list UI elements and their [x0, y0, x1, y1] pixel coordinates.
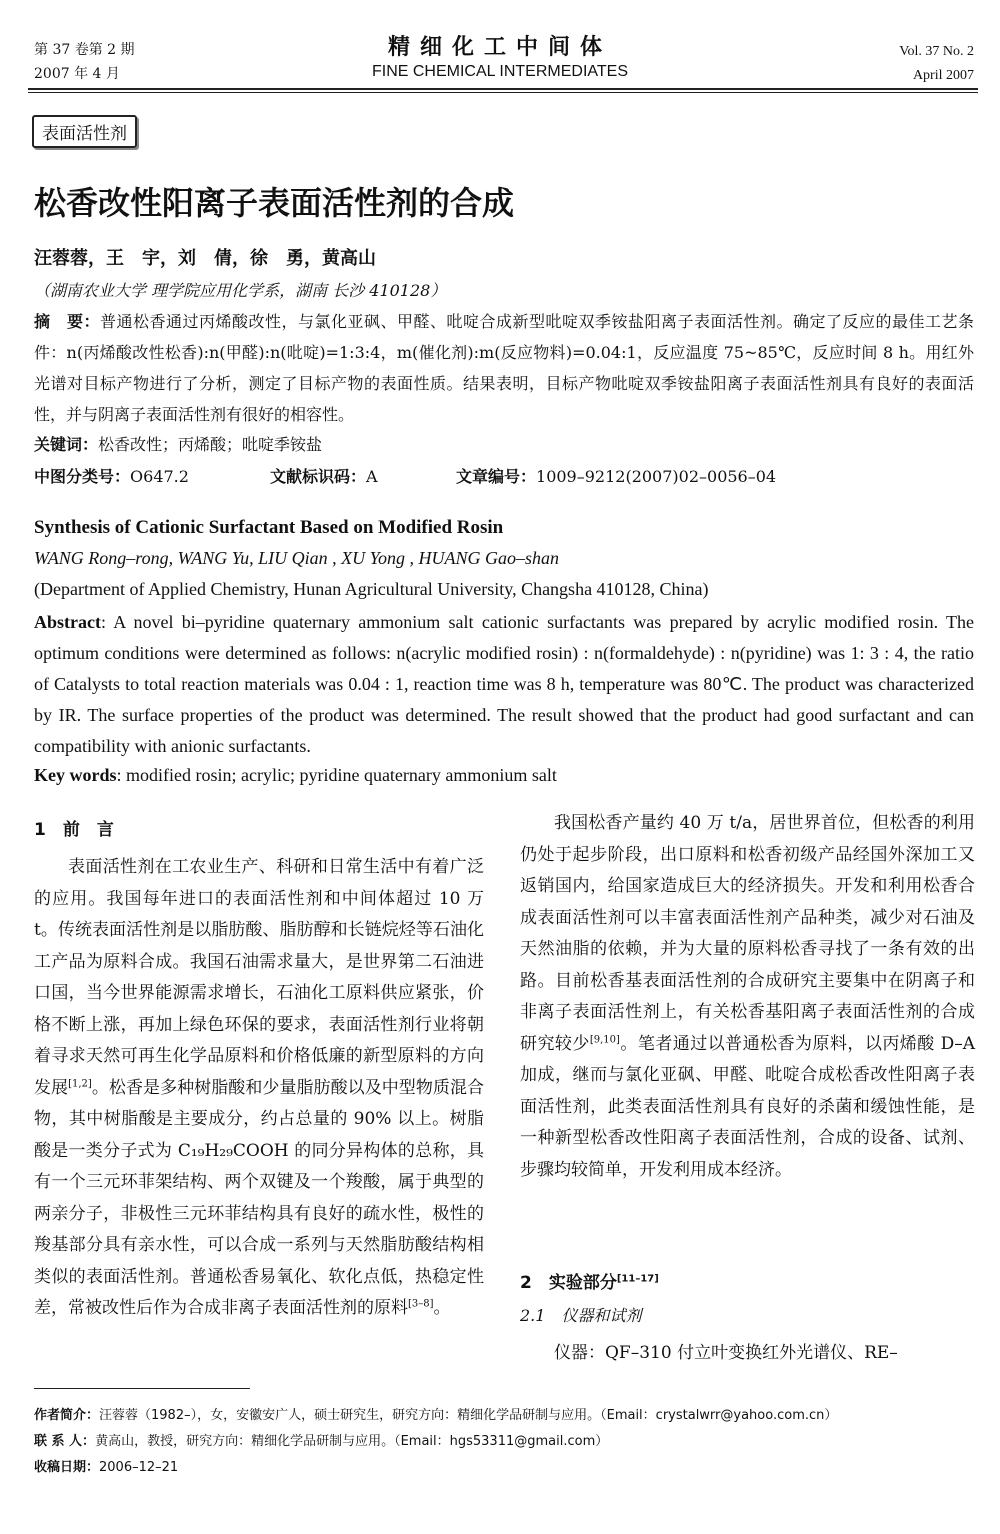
footnote-received: [34, 1456, 178, 1475]
issue-volume-cn: 第 37 卷第 2 期: [34, 42, 135, 58]
authors-cn: 汪蓉蓉，王 宇，刘 倩，徐 勇，黄高山: [34, 248, 376, 269]
abstract-en-text: : A novel bi–pyridine quaternary ammonium salt cationic surfactants was prepared by acrylic modified rosin. The optimum conditions were determined as follows: n(acrylic modified rosin) : n(formaldehyde) : n(pyridine) was 1: 3 : 4, the ratio of Catalysts to total reaction materials was 0.04 : 1, reaction time was 8 h, temperature was 80℃. The product was characterized by IR. The surface properties of the product was determined. The result showed that the product had good surfactant and can compatibility with anionic surfactants.: [34, 612, 974, 756]
citation-2: [3–8]: [408, 1298, 434, 1310]
abstract-en: [34, 607, 974, 762]
footnote-rule: [34, 1388, 250, 1389]
abstract-cn: [34, 306, 974, 430]
keywords-cn: [34, 432, 322, 455]
footnote-contact-text: 黄高山，教授，研究方向：精细化学品研制与应用。（Email：hgs53311@gmail.com）: [95, 1434, 609, 1449]
section-1-left-text-2: 。松香是多种树脂酸和少量脂肪酸以及中型物质混合物，其中树脂酸是主要成分，约占总量的 90% 以上。树脂酸是一类分子式为 C₁₉H₂₉COOH 的同分异构体的总称，具有一个三元环菲架结构、两个双键及一个羧酸，属于典型的两亲分子，非极性三元环菲结构具有良好的疏水性，极性的羧基部分具有亲水性，可以合成一系列与天然脂肪酸结构相类似的表面活性剂。普通松香易氧化、软化点低，热稳定性差，常被改性后作为合成非离子表面活性剂的原料: [34, 1077, 485, 1318]
doc-code-group: [270, 464, 378, 487]
section-1-left-text: 表面活性剂在工农业生产、科研和日常生活中有着广泛的应用。我国每年进口的表面活性剂和中间体超过 10 万 t。传统表面活性剂是以脂肪酸、脂肪醇和长链烷烃等石油化工产品为原料合成。我国石油需求量大，是世界第二石油进口国，当今世界能源需求增长，石油化工原料供应紧张，价格不断上涨，再加上绿色环保的要求，表面活性剂行业将朝着寻求天然可再生化学品原料和价格低廉的新型原料的方向发展: [34, 857, 484, 1098]
citation-4: [11–17]: [616, 1273, 659, 1285]
clc-value: O647.2: [130, 467, 189, 486]
keywords-cn-text: 松香改性；丙烯酸；吡啶季铵盐: [98, 435, 323, 454]
abstract-cn-label: 摘 要：: [34, 312, 100, 331]
affiliation-cn: （湖南农业大学 理学院应用化学系，湖南 长沙 410128）: [34, 281, 447, 300]
issue-volume-en: Vol. 37 No. 2: [899, 44, 974, 59]
journal-title-en: FINE CHEMICAL INTERMEDIATES: [371, 63, 629, 80]
footnote-author-text: 汪蓉蓉（1982–），女，安徽安广人，硕士研究生，研究方向：精细化学品研制与应用。（Email：crystalwrr@yahoo.com.cn）: [99, 1408, 838, 1423]
footnote-contact-label: 联 系 人：: [34, 1434, 96, 1449]
affiliation-en: (Department of Applied Chemistry, Hunan Agricultural University, Changsha 410128, China): [34, 579, 709, 599]
citation-1: [1,2]: [68, 1077, 92, 1089]
clc-label: 中图分类号：: [34, 467, 131, 486]
section-1-left-column: [34, 852, 484, 1325]
journal-title: [0, 30, 1000, 81]
section-1-right-text: 我国松香产量约 40 万 t/a，居世界首位，但松香的利用仍处于起步阶段，出口原料和松香初级产品经国外深加工又返销国内，给国家造成巨大的经济损失。开发和利用松香合成表面活性剂可以丰富表面活性剂产品种类，减少对石油及天然油脂的依赖，并为大量的原料松香寻找了一条有效的出路。目前松香基表面活性剂的合成研究主要集中在阴离子和非离子表面活性剂上，有关松香基阳离子表面活性剂的合成研究较少: [520, 813, 975, 1054]
header-rule-thick: [28, 88, 978, 90]
citation-3: [9,10]: [589, 1033, 620, 1045]
authors-en: WANG Rong–rong, WANG Yu, LIU Qian , XU Yong , HUANG Gao–shan: [34, 548, 560, 568]
section-2-heading-text: 2 实验部分: [520, 1273, 617, 1293]
article-number-value: 1009–9212(2007)02–0056–04: [536, 467, 777, 486]
keywords-en-text: : modified rosin; acrylic; pyridine quaternary ammonium salt: [116, 765, 557, 785]
article-title-cn: 松香改性阳离子表面活性剂的合成: [34, 184, 515, 222]
issue-date-en: April 2007: [912, 68, 974, 83]
journal-title-cn: 精细化工中间体: [387, 35, 612, 60]
footnote-received-label: 收稿日期：: [34, 1460, 100, 1475]
clc-group: [34, 464, 189, 487]
abstract-en-label: Abstract: [34, 612, 101, 632]
section-1-right-text-2: 。笔者通过以普通松香为原料，以丙烯酸 D–A 加成，继而与氯化亚砜、甲醛、吡啶合成松香改性阳离子表面活性剂，此类表面活性剂具有良好的杀菌和缓蚀性能，是一种新型松香改性阳离子表面活性剂，合成的设备、试剂、步骤均较简单，开发利用成本经济。: [520, 1033, 976, 1180]
instruments-text: 仪器：QF–310 付立叶变换红外光谱仪、RE–: [554, 1343, 898, 1363]
footnote-contact: [34, 1430, 608, 1449]
footnote-author-label: 作者简介：: [34, 1408, 100, 1423]
keywords-en: [34, 765, 557, 786]
article-title-en: Synthesis of Cationic Surfactant Based on Modified Rosin: [34, 517, 504, 538]
section-1-right-column: [520, 808, 975, 1186]
doc-code-label: 文献标识码：: [270, 467, 367, 486]
footnote-received-text: 2006–12–21: [99, 1460, 179, 1475]
section-2-1-heading: 2.1 仪器和试剂: [520, 1306, 642, 1325]
abstract-cn-text: 普通松香通过丙烯酸改性，与氯化亚砜、甲醛、吡啶合成新型吡啶双季铵盐阳离子表面活性剂。确定了反应的最佳工艺条件：n(丙烯酸改性松香):n(甲醛):n(吡啶)=1:3:4，m(催化剂):m(反应物料)=0.04:1，反应温度 75~85℃，反应时间 8 h。用红外光谱对目标产物进行了分析，测定了目标产物的表面性质。结果表明，目标产物吡啶双季铵盐阳离子表面活性剂具有良好的表面活性，并与阴离子表面活性剂有很好的相容性。: [34, 312, 974, 424]
header-rule-thin: [28, 92, 978, 93]
section-2-heading: [520, 1268, 659, 1293]
footnote-author: [34, 1404, 837, 1423]
keywords-cn-label: 关键词：: [34, 435, 99, 454]
section-1-left-end: 。: [433, 1298, 451, 1318]
category-tag: 表面活性剂: [32, 115, 137, 148]
article-number-label: 文章编号：: [456, 467, 537, 486]
issue-date-cn: 2007 年 4 月: [34, 66, 120, 82]
section-1-heading: 1 前 言: [34, 820, 114, 840]
doc-code-value: A: [366, 467, 378, 486]
keywords-en-label: Key words: [34, 765, 117, 785]
journal-issue-en: [899, 40, 974, 88]
article-number-group: [456, 464, 776, 487]
